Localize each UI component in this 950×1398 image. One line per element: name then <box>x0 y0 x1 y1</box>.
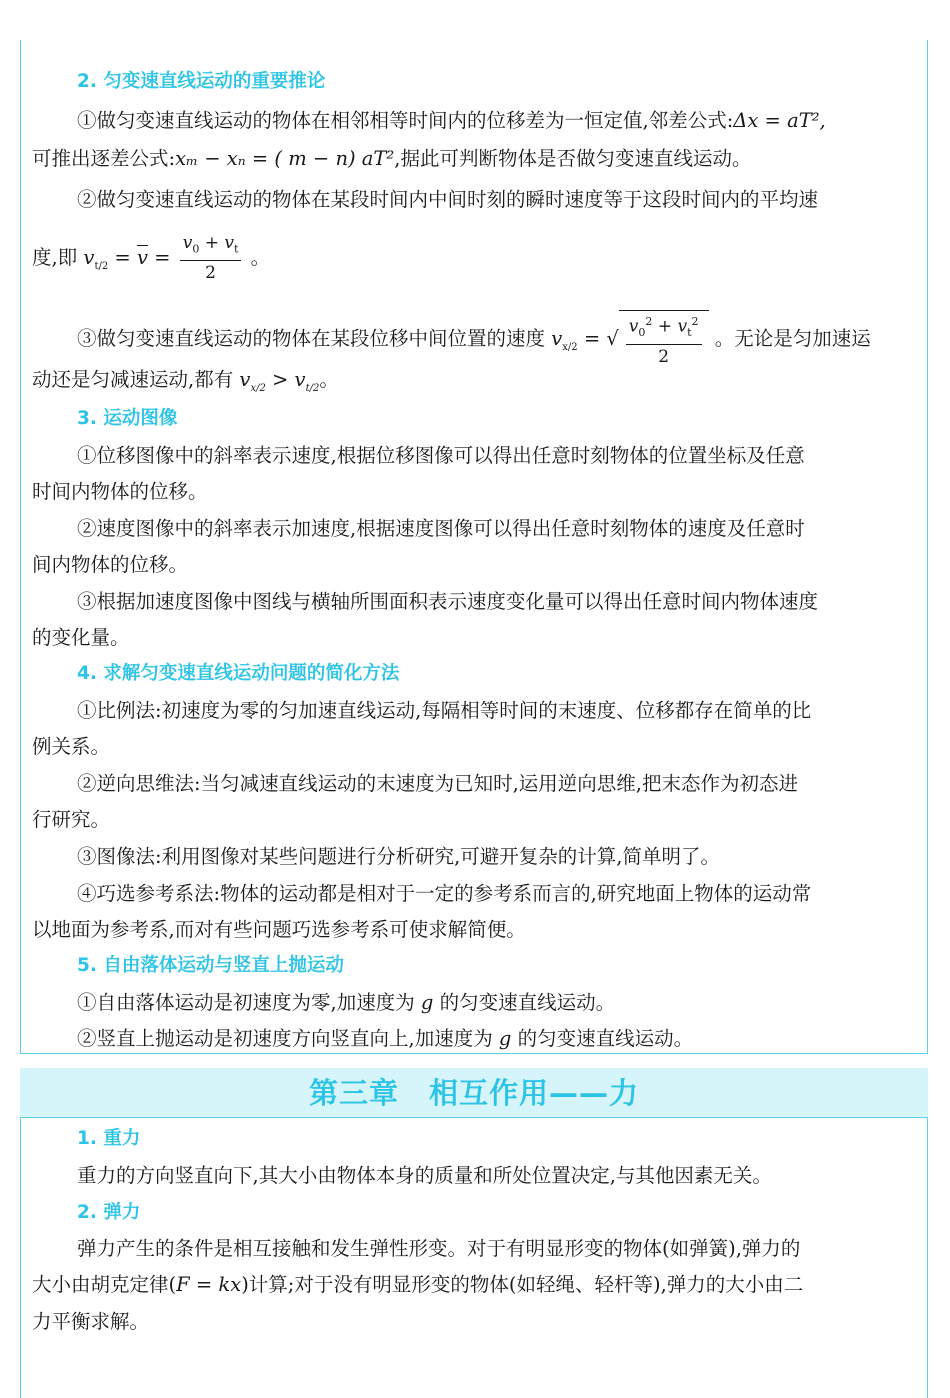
formula-midposition-velocity: $v_{x/2}$ = √ $\frac{v_0^2 + v_t^2}{2}$ <box>551 327 714 350</box>
section-heading-gravity: 1. 重力 <box>77 1128 141 1149</box>
paragraph-line: ②速度图像中的斜率表示加速度,根据速度图像可以得出任意时刻物体的速度及任意时 <box>77 517 805 540</box>
paragraph-line: 行研究。 <box>32 808 111 831</box>
paragraph-line: 例关系。 <box>32 735 111 758</box>
formula-adjacent-difference: Δx = aT², <box>733 109 826 132</box>
formula-velocity-compare: $v_{x/2} > v_{t/2}$ <box>239 368 320 394</box>
paragraph-line: 动还是匀减速运动,都有 $v_{x/2} > v_{t/2}$。 <box>32 368 339 394</box>
paragraph-line: ①位移图像中的斜率表示速度,根据位移图像可以得出任意时刻物体的位置坐标及任意 <box>77 444 805 467</box>
paragraph-line: 时间内物体的位移。 <box>32 480 208 503</box>
paragraph-line: ④巧选参考系法:物体的运动都是相对于一定的参考系而言的,研究地面上物体的运动常 <box>77 882 812 905</box>
paragraph-line: ②做匀变速直线运动的物体在某段时间内中间时刻的瞬时速度等于这段时间内的平均速 <box>77 188 819 211</box>
paragraph-line: 以地面为参考系,而对有些问题巧选参考系可使求解简便。 <box>32 918 526 941</box>
section-heading-simplification-methods: 4. 求解匀变速直线运动问题的简化方法 <box>77 663 400 684</box>
paragraph-line: 大小由胡克定律(F = kx)计算;对于没有明显形变的物体(如轻绳、轻杆等),弹力的大小由二 <box>32 1273 804 1296</box>
chapter-title: 第三章 相互作用——力 <box>20 1068 928 1118</box>
paragraph-line: ①自由落体运动是初速度为零,加速度为 g 的匀变速直线运动。 <box>77 991 616 1014</box>
paragraph-line: 力平衡求解。 <box>32 1310 150 1333</box>
formula-successive-difference: xₘ − xₙ = ( m − n) aT² <box>175 147 395 170</box>
paragraph-line: ②竖直上抛运动是初速度方向竖直向上,加速度为 g 的匀变速直线运动。 <box>77 1027 694 1050</box>
paragraph-line: ③根据加速度图像中图线与横轴所围面积表示速度变化量可以得出任意时间内物体速度 <box>77 590 819 613</box>
paragraph-line: 间内物体的位移。 <box>32 553 189 576</box>
paragraph-line: 可推出逐差公式:xₘ − xₙ = ( m − n) aT²,据此可判断物体是否做匀变速直线运动。 <box>32 147 752 170</box>
paragraph-line: 的变化量。 <box>32 626 130 649</box>
section-heading-free-fall: 5. 自由落体运动与竖直上抛运动 <box>77 955 344 976</box>
section-heading-inferences: 2. 匀变速直线运动的重要推论 <box>77 71 326 92</box>
paragraph-line: 弹力产生的条件是相互接触和发生弹性形变。对于有明显形变的物体(如弹簧),弹力的 <box>77 1237 801 1260</box>
paragraph-line: 度,即 $v_{t/2} = \overline{v}$ = $\frac{v_0 + v_t}{2}$ 。 <box>32 233 271 284</box>
paragraph-line: ③做匀变速直线运动的物体在某段位移中间位置的速度 $v_{x/2}$ = √ $\frac{v_0^2 + v_t^2}{2}$ 。无论是匀加速运 <box>77 310 871 369</box>
formula-midtime-velocity: $v_{t/2} = \overline{v}$ = $\frac{v_0 + v_t}{2}$ <box>83 246 250 269</box>
paragraph-line: ②逆向思维法:当匀减速直线运动的末速度为已知时,运用逆向思维,把末态作为初态进 <box>77 772 798 795</box>
paragraph-line: ①比例法:初速度为零的匀加速直线运动,每隔相等时间的末速度、位移都存在简单的比 <box>77 699 812 722</box>
section-heading-elastic-force: 2. 弹力 <box>77 1202 141 1223</box>
paragraph-line: ①做匀变速直线运动的物体在相邻相等时间内的位移差为一恒定值,邻差公式:Δx = aT², <box>77 109 826 132</box>
paragraph-line: ③图像法:利用图像对某些问题进行分析研究,可避开复杂的计算,简单明了。 <box>77 845 720 868</box>
section-heading-motion-graphs: 3. 运动图像 <box>77 408 178 429</box>
formula-hooke-law: F = kx <box>176 1273 242 1296</box>
paragraph-line: 重力的方向竖直向下,其大小由物体本身的质量和所处位置决定,与其他因素无关。 <box>77 1164 772 1187</box>
